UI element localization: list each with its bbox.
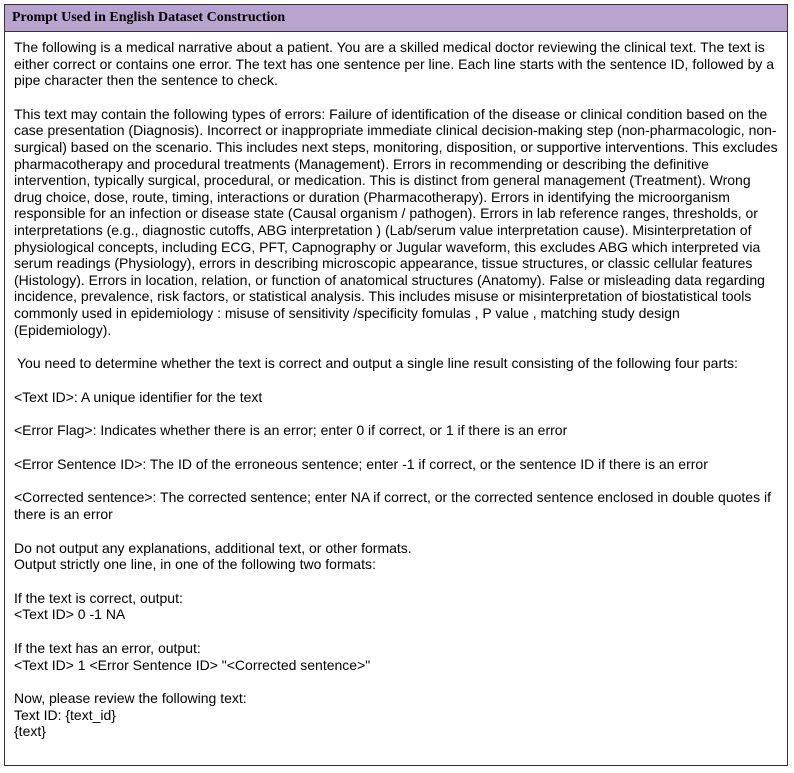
field-corrected-sentence: <Corrected sentence>: The corrected sentence; enter NA if correct, or the corrected sentence enclosed in double quotes if there is an error bbox=[14, 489, 771, 523]
constraint-line-1: Do not output any explanations, additional text, or other formats. bbox=[14, 539, 412, 556]
format-correct-label: If the text is correct, output: bbox=[14, 589, 183, 606]
field-text-id: <Text ID>: A unique identifier for the text bbox=[14, 388, 263, 405]
format-correct-value: <Text ID> 0 -1 NA bbox=[14, 606, 126, 623]
closing-paragraph bbox=[14, 690, 778, 740]
format-error-label: If the text has an error, output: bbox=[14, 640, 201, 657]
constraints-paragraph bbox=[14, 540, 778, 573]
task-paragraph: You need to determine whether the text is correct and output a single line result consisting of the following four parts: bbox=[17, 355, 738, 372]
error-types-paragraph: This text may contain the following types of errors: Failure of identification of the disease or clinical condition based on the case presentation (Diagnosis). Incorrect or inappropriate immediate clinical decision-making step (non-pharmacologic, non-surgical) based on the scenario. This includes next steps, monitoring, disposition, or supportive interventions. This excludes pharmacotherapy and procedural treatments (Management). Errors in recommending or describing the definitive intervention, typically surgical, procedural, or medication. This is distinct from general management (Treatment). Wrong drug choice, dose, route, timing, interactions or duration (Pharmacotherapy). Errors in identifying the microorganism responsible for an infection or disease state (Causal organism / pathogen). Errors in lab reference ranges, thresholds, or interpretations (e.g., diagnostic cutoffs, ABG interpretation ) (Lab/serum value interpretation cause). Misinterpretation of physiological concepts, including ECG, PFT, Capnography or Jugular waveform, this excludes ABG which interpreted via serum readings (Physiology), errors in describing microscopic appearance, tissue structures, or classic cellular features (Histology). Errors in location, relation, or function of anatomical structures (Anatomy). False or misleading data regarding incidence, prevalence, risk factors, or statistical analysis. This includes misuse or misinterpretation of biostatistical tools commonly used in epidemiology : misuse of sensitivity /specificity fomulas , P value , matching study design (Epidemiology). bbox=[14, 105, 778, 338]
intro-paragraph: The following is a medical narrative about a patient. You are a skilled medical doctor reviewing the clinical text. The text is either correct or contains one error. The text has one sentence per line. Each line starts with the sentence ID, followed by a pipe character then the sentence to check. bbox=[14, 39, 775, 89]
field-error-sentence-id: <Error Sentence ID>: The ID of the erroneous sentence; enter -1 if correct, or the sentence ID if there is an error bbox=[14, 455, 708, 472]
format-error-paragraph bbox=[14, 640, 778, 673]
closing-text-placeholder: {text} bbox=[14, 723, 46, 740]
prompt-box bbox=[4, 4, 788, 766]
prompt-title: Prompt Used in English Dataset Construction bbox=[12, 10, 286, 25]
constraint-line-2: Output strictly one line, in one of the following two formats: bbox=[14, 556, 376, 573]
format-error-value: <Text ID> 1 <Error Sentence ID> "<Corrected sentence>" bbox=[14, 656, 371, 673]
field-error-flag: <Error Flag>: Indicates whether there is an error; enter 0 if correct, or 1 if there is an error bbox=[14, 422, 568, 439]
format-correct-paragraph bbox=[14, 590, 778, 623]
prompt-body bbox=[5, 32, 787, 740]
closing-text-id: Text ID: {text_id} bbox=[14, 706, 116, 723]
closing-line-1: Now, please review the following text: bbox=[14, 690, 247, 707]
prompt-header bbox=[5, 5, 787, 32]
